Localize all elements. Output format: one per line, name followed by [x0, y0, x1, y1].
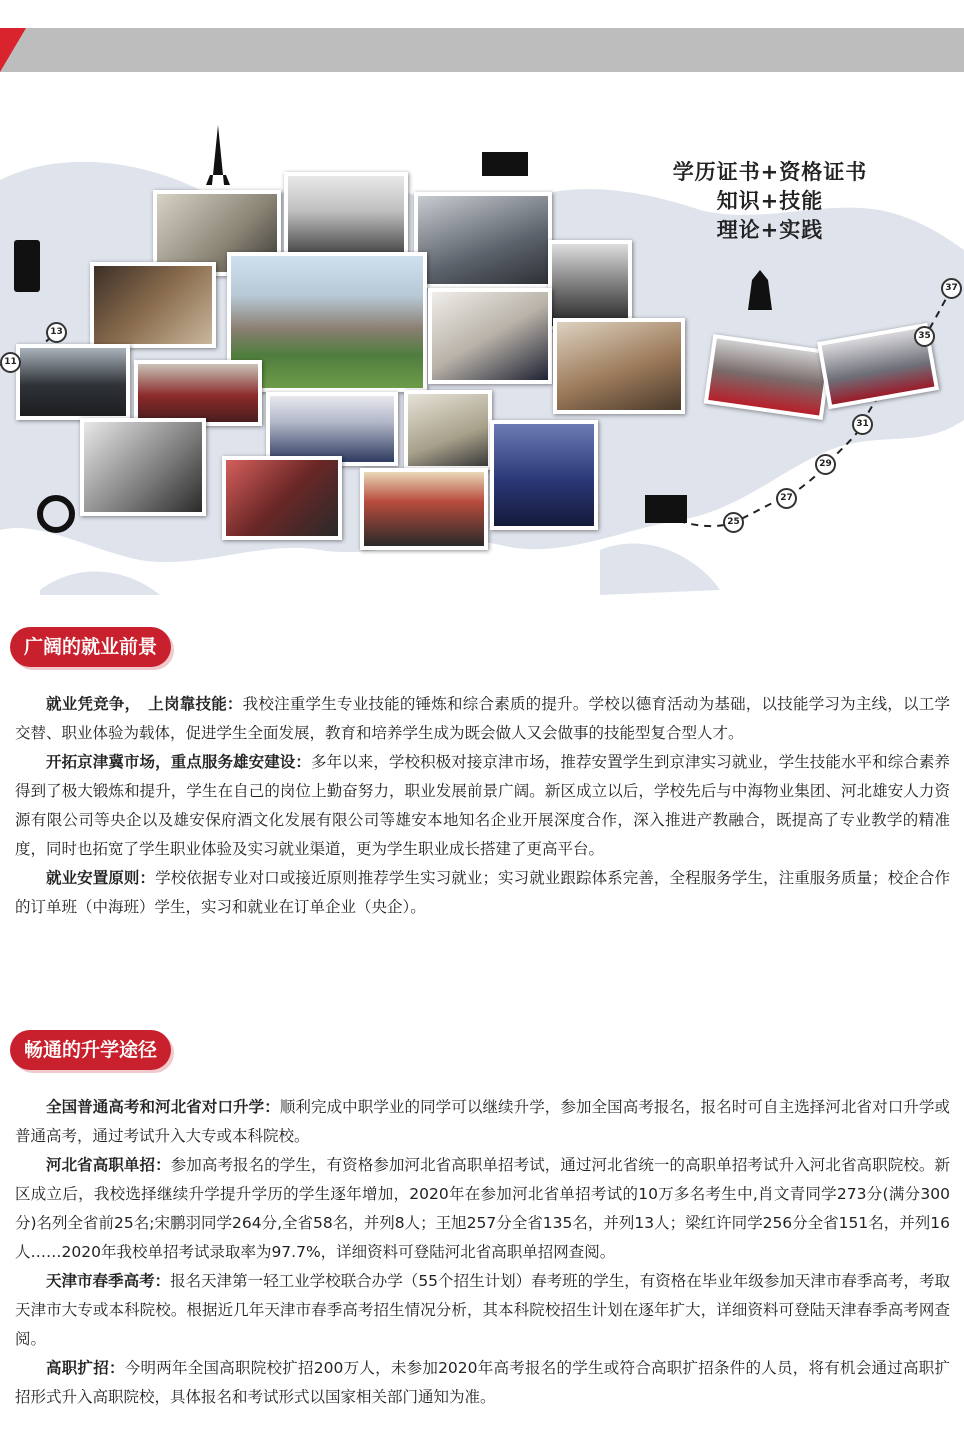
further-study-text — [15, 1093, 950, 1412]
photo-group-red — [134, 360, 262, 426]
photo-waiter-serving — [548, 240, 632, 330]
paragraph — [15, 748, 950, 864]
paragraph-text: 参加高考报名的学生，有资格参加河北省高职单招考试，通过河北省统一的高职单招考试升入河北省高职院校。新区成立后，我校选择继续升学提升学历的学生逐年增加，2020年在参加河北省单招考试的10万多名考生中,肖文青同学273分(满分300分)名列全省前25名;宋鹏羽同学264分,全省58名，并列8人；王旭257分全省135名，并列13人；梁红许同学256分全省151名，并列16人……2020年我校单招考试录取率为97.7%，详细资料可登陆河北省高职单招网查阅。 — [15, 1156, 950, 1261]
photo-hallway — [490, 420, 598, 530]
photo-music-studio — [222, 456, 342, 540]
paragraph-text: 报名天津第一轻工业学校联合办学（55个招生计划）春考班的学生，有资格在毕业年级参加天津市春季高考，考取天津市大专或本科院校。根据近几年天津市春季高考招生情况分析，其本科院校招生计划在逐年扩大，详细资料可登陆天津春季高考网查阅。 — [15, 1272, 950, 1348]
photo-waitstaff-lineup — [360, 468, 488, 550]
slogan-line-2: 知识+技能 — [716, 189, 824, 213]
paragraph-text: 多年以来，学校积极对接京津市场，推荐安置学生到京津实习就业，学生技能水平和综合素养得到了极大锻炼和提升，学生在自己的岗位上勤奋努力，职业发展前景广阔。新区成立以后，学校先后与中海物业集团、河北雄安人力资源有限公司等央企以及雄安保府酒文化发展有限公司等雄安本地知名企业开展深度合作，深入推进产教融合，既提高了专业教学的精准度，同时也拓宽了学生职业体验及实习就业渠道，更为学生职业成长搭建了更高平台。 — [15, 753, 950, 858]
route-node: 11 — [0, 352, 21, 373]
section-title-further-study: 畅通的升学途径 — [10, 1030, 171, 1070]
slogan-line-3: 理论+实践 — [716, 218, 824, 242]
route-node: 25 — [723, 512, 744, 533]
employment-text — [15, 690, 950, 922]
paragraph-text: 我校注重学生专业技能的锤炼和综合素质的提升。学校以德育活动为基础，以技能学习为主线，以工学交替、职业体验为载体，促进学生全面发展，教育和培养学生成为既会做人又会做事的技能型复合型人才。 — [15, 695, 950, 742]
paragraph-lead: 就业安置原则： — [46, 869, 156, 887]
paragraph-lead: 就业凭竞争， 上岗靠技能： — [46, 695, 243, 713]
route-node: 13 — [46, 322, 67, 343]
route-node: 29 — [815, 454, 836, 475]
photo-restaurant — [553, 318, 685, 414]
route-node: 35 — [914, 326, 935, 347]
photo-ceremony — [266, 392, 398, 466]
paragraph-lead: 天津市春季高考： — [46, 1272, 171, 1290]
photo-desk-work — [404, 390, 492, 470]
photo-reception-desk — [428, 288, 552, 384]
paragraph — [15, 1267, 950, 1354]
route-node: 27 — [776, 488, 797, 509]
paragraph — [15, 1354, 950, 1412]
paragraph — [15, 864, 950, 922]
route-node: 37 — [941, 278, 962, 299]
paragraph-text: 今明两年全国高职院校扩招200万人，未参加2020年高考报名的学生或符合高职扩招条件的人员，将有机会通过高职扩招形式升入高职院校，具体报名和考试形式以国家相关部门通知为准。 — [15, 1359, 950, 1406]
slogan-line-1: 学历证书+资格证书 — [672, 160, 868, 184]
photo-classroom — [414, 192, 552, 288]
paragraph — [15, 1151, 950, 1267]
photo-hotel-lobby — [90, 262, 216, 348]
header-bar — [0, 28, 964, 72]
paragraph-lead: 全国普通高考和河北省对口升学： — [46, 1098, 280, 1116]
paragraph — [15, 690, 950, 748]
paragraph-text: 顺利完成中职学业的同学可以继续升学，参加全国高考报名，报名时可自主选择河北省对口升学或普通高考，通过考试升入大专或本科院校。 — [15, 1098, 950, 1145]
paragraph — [15, 1093, 950, 1151]
section-title-employment: 广阔的就业前景 — [10, 627, 171, 667]
route-node: 31 — [852, 414, 873, 435]
photo-group-black — [16, 344, 130, 420]
header-red-corner — [0, 28, 26, 72]
photo-student-lockers — [80, 418, 206, 516]
paragraph-text: 学校依据专业对口或接近原则推荐学生实习就业；实习就业跟踪体系完善，全程服务学生，注重服务质量；校企合作的订单班（中海班）学生，实习和就业在订单企业（央企）。 — [15, 869, 950, 916]
slogan — [640, 158, 900, 245]
paragraph-lead: 高职扩招： — [46, 1359, 125, 1377]
paragraph-lead: 河北省高职单招： — [46, 1156, 171, 1174]
paragraph-lead: 开拓京津冀市场，重点服务雄安建设： — [46, 753, 311, 771]
